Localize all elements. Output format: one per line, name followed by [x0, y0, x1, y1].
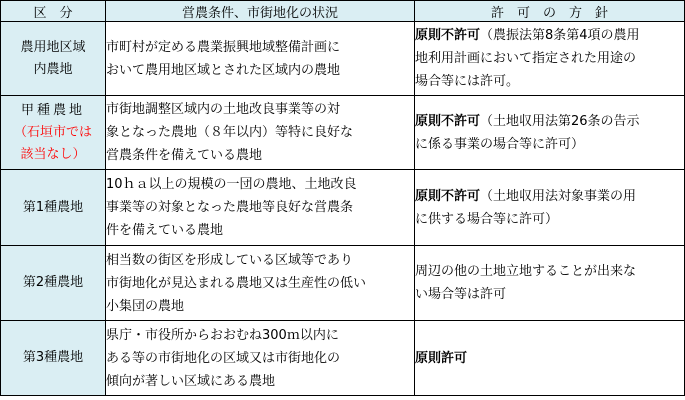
category-line: 第1種農地 [22, 199, 84, 215]
table-row [1, 170, 685, 246]
conditions-line: 事業等の対象となった農地等良好な営農条 [106, 200, 354, 215]
category-line: 内農地 [33, 61, 73, 77]
category-cell [1, 170, 106, 246]
policy-line: に供する場合等に許可） [415, 211, 559, 227]
category-cell [1, 246, 106, 321]
policy-cell [415, 246, 685, 321]
conditions-line: 傾向が著しい区域にある農地 [106, 373, 276, 389]
conditions-line: 件を備えている農地 [106, 223, 224, 238]
table-header-row [1, 1, 685, 22]
category-line: 第2種農地 [22, 275, 84, 290]
policy-detail: （土地収用法対象事業の用 [480, 188, 637, 204]
category-cell [1, 22, 106, 96]
conditions-line: おいて農用地区域とされた区域内の農地 [106, 62, 341, 78]
conditions-line: 相当数の街区を形成している区域等であり [106, 252, 354, 268]
conditions-cell [106, 22, 415, 96]
header-conditions: 営農条件、市街地化の状況 [106, 1, 415, 22]
conditions-line: 市町村が定める農業振興地域整備計画に [106, 39, 341, 55]
category-note-line: 該当なし） [20, 146, 86, 162]
category-cell [1, 321, 106, 396]
category-line: 甲種農地 [20, 102, 85, 118]
header-policy: 許 可 の 方 針 [415, 1, 685, 22]
policy-verdict: 原則許可 [415, 350, 468, 366]
conditions-cell [106, 321, 415, 396]
conditions-cell [106, 246, 415, 321]
conditions-line: 県庁・市役所からおおむね300ｍ以内に [106, 327, 339, 343]
policy-cell [415, 96, 685, 170]
category-note-line: （石垣市では [13, 124, 92, 140]
policy-cell [415, 170, 685, 246]
policy-line [415, 110, 684, 133]
header-category: 区 分 [1, 1, 106, 22]
table-row [1, 321, 685, 396]
policy-verdict: 原則不許可 [415, 188, 481, 204]
policy-line: に係る事業の場合等に許可） [415, 136, 585, 152]
policy-line: 地利用計画において指定された用途の [415, 51, 637, 66]
conditions-line: 小集団の農地 [106, 298, 185, 314]
policy-line: い場合等は許可 [415, 287, 507, 302]
category-line: 農用地区域 [20, 39, 86, 55]
policy-cell [415, 321, 685, 396]
conditions-cell [106, 170, 415, 246]
policy-verdict: 原則不許可 [415, 113, 481, 129]
policy-line [415, 185, 684, 208]
conditions-line: 市街地調整区域内の土地改良事業等の対 [106, 102, 341, 117]
conditions-line: ある等の市街地化の区域又は市街地化の [106, 350, 341, 366]
conditions-line: 市街地化が見込まれる農地又は生産性の低い [106, 275, 367, 291]
policy-verdict: 原則不許可 [415, 28, 481, 43]
policy-line: 周辺の他の土地立地することが出来な [415, 264, 637, 279]
policy-cell [415, 22, 685, 96]
policy-detail: （農振法第8条第4項の農用 [480, 28, 640, 43]
table-row [1, 96, 685, 170]
policy-detail: （土地収用法第26条の告示 [480, 113, 640, 129]
category-cell [1, 96, 106, 170]
table-row [1, 22, 685, 96]
conditions-cell [106, 96, 415, 170]
conditions-line: 10ｈａ以上の規模の一団の農地、土地改良 [106, 177, 357, 192]
policy-line: 場合等には許可。 [415, 74, 520, 89]
policy-line [415, 24, 684, 47]
table-row [1, 246, 685, 321]
conditions-line: 営農条件を備えている農地 [106, 148, 263, 163]
conditions-line: 象となった農地（８年以内）等特に良好な [106, 125, 354, 140]
category-line: 第3種農地 [22, 350, 84, 365]
